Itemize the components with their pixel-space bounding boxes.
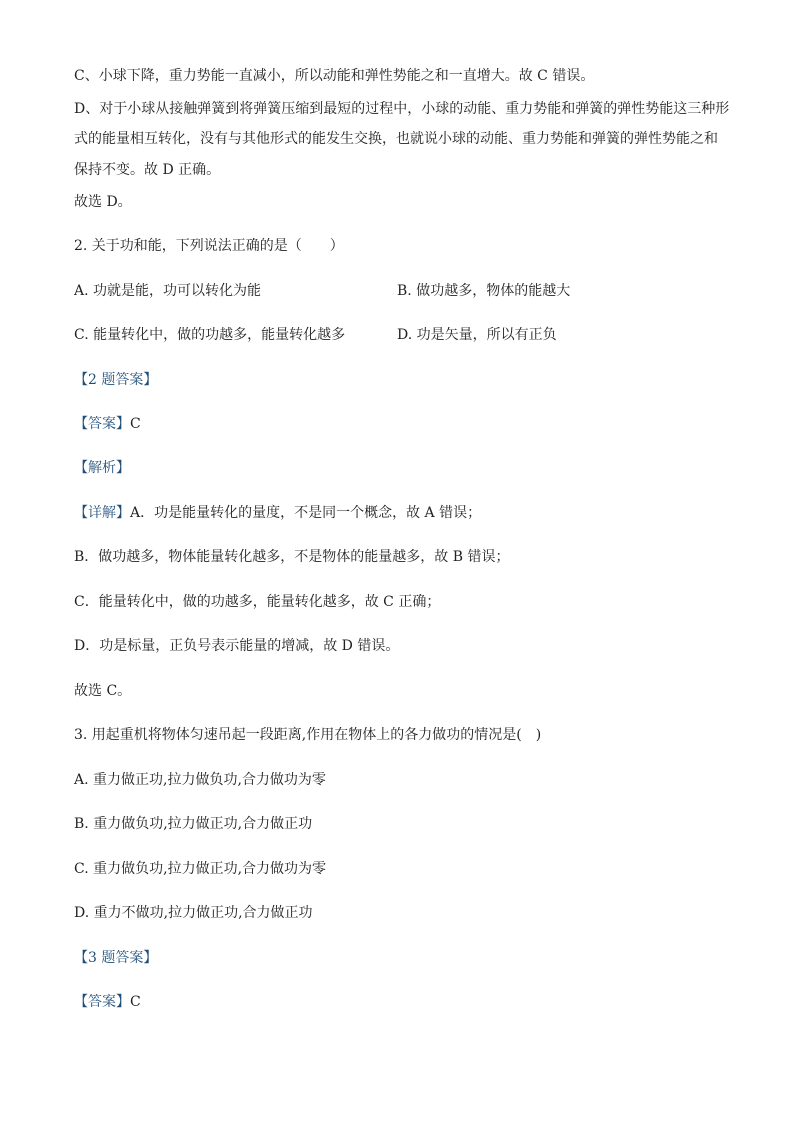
question-2-option-d: D. 功是矢量，所以有正负 xyxy=(397,327,557,343)
question-2-conclusion: 故选 C。 xyxy=(74,683,132,699)
prev-conclusion: 故选 D。 xyxy=(74,194,132,210)
question-2-stem: 2. 关于功和能，下列说法正确的是（ ） xyxy=(74,238,344,254)
answer-value: C xyxy=(130,994,141,1010)
answer-tag: 【答案】 xyxy=(74,994,130,1010)
question-2-option-a: A. 功就是能，功可以转化为能 xyxy=(74,283,262,299)
question-3-answer xyxy=(74,992,141,1012)
question-2-analysis-header: 【解析】 xyxy=(74,460,130,476)
prev-option-d-analysis-line1: D、对于小球从接触弹簧到将弹簧压缩到最短的过程中，小球的动能、重力势能和弹簧的弹性势能这三种形 xyxy=(74,101,730,117)
prev-option-c-analysis: C、小球下降，重力势能一直减小，所以动能和弹性势能之和一直增大。故 C 错误。 xyxy=(74,68,595,84)
question-3-option-d: D. 重力不做功,拉力做正功,合力做正功 xyxy=(74,905,313,921)
question-3-option-a: A. 重力做正功,拉力做负功,合力做功为零 xyxy=(74,772,326,788)
question-3-option-b: B. 重力做负功,拉力做正功,合力做正功 xyxy=(74,816,313,832)
question-3-option-c: C. 重力做负功,拉力做正功,合力做功为零 xyxy=(74,861,327,877)
prev-option-d-analysis-line3: 保持不变。故 D 正确。 xyxy=(74,162,221,178)
answer-tag: 【答案】 xyxy=(74,416,130,432)
prev-option-d-analysis-line2: 式的能量相互转化，没有与其他形式的能发生交换，也就说小球的动能、重力势能和弹簧的弹性势能之和 xyxy=(74,131,718,147)
question-2-detail-a xyxy=(74,503,481,523)
answer-value: C xyxy=(130,416,141,432)
question-3-stem: 3. 用起重机将物体匀速吊起一段距离,作用在物体上的各力做功的情况是( ) xyxy=(74,727,542,743)
question-2-option-b: B. 做功越多，物体的能越大 xyxy=(397,283,571,299)
question-2-detail-c: C．能量转化中，做的功越多，能量转化越多，故 C 正确； xyxy=(74,594,441,610)
detail-tag: 【详解】 xyxy=(74,505,130,521)
question-2-option-c: C. 能量转化中，做的功越多，能量转化越多 xyxy=(74,327,346,343)
question-2-answer-header: 【2 题答案】 xyxy=(74,372,158,388)
detail-a-text: A．功是能量转化的量度，不是同一个概念，故 A 错误； xyxy=(130,505,482,521)
question-3-answer-header: 【3 题答案】 xyxy=(74,950,158,966)
question-2-detail-b: B．做功越多，物体能量转化越多，不是物体的能量越多，故 B 错误； xyxy=(74,549,510,565)
question-2-detail-d: D．功是标量，正负号表示能量的增减，故 D 错误。 xyxy=(74,638,400,654)
question-2-answer xyxy=(74,414,141,434)
